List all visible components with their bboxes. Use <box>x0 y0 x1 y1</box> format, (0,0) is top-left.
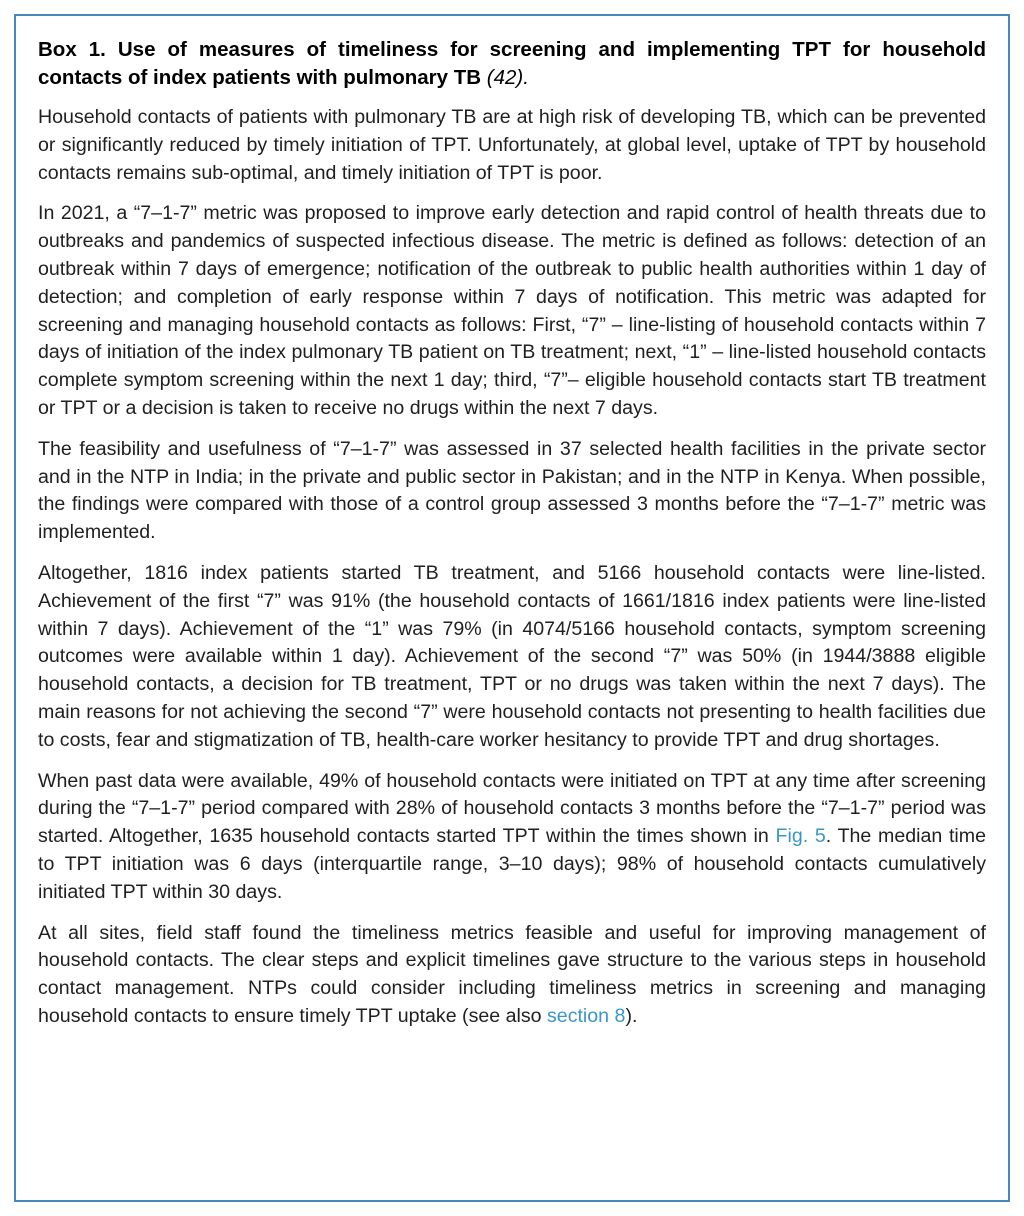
section-link[interactable]: section 8 <box>547 1004 626 1027</box>
paragraph-5-text-after: . The median time to TPT initiation was 6 days (interquartile range, 3–10 days); 98% of household contacts cumulatively initiated TPT within 30 days. <box>38 825 986 903</box>
text-box <box>14 14 1010 1202</box>
box-title <box>38 36 986 92</box>
paragraph-6-text-before: At all sites, field staff found the timeliness metrics feasible and useful for improving management of household contacts. The clear steps and explicit timelines gave structure to the various steps in household contact management. NTPs could consider including timeliness metrics in screening and managing household contacts to ensure timely TPT uptake (see also <box>38 921 986 1027</box>
reference-citation: (42). <box>486 66 529 89</box>
paragraph-3: The feasibility and usefulness of “7–1-7” was assessed in 37 selected health facilities in the private sector and in the NTP in India; in the private and public sector in Pakistan; and in the NTP in Kenya. When possible, the findings were compared with those of a control group assessed 3 months before the “7–1-7” metric was implemented. <box>38 437 986 544</box>
paragraph-4: Altogether, 1816 index patients started TB treatment, and 5166 household contacts were line-listed. Achievement of the first “7” was 91% (the household contacts of 1661/1816 index patients were line-listed within 7 days). Achievement of the “1” was 79% (in 4074/5166 household contacts, symptom screening outcomes were available within 1 day). Achievement of the second “7” was 50% (in 1944/3888 eligible household contacts, a decision for TB treatment, TPT or no drugs was taken within the next 7 days). The main reasons for not achieving the second “7” were household contacts not presenting to health facilities due to costs, fear and stigmatization of TB, health-care worker hesitancy to provide TPT and drug shortages. <box>38 561 986 751</box>
paragraph-1: Household contacts of patients with pulmonary TB are at high risk of developing TB, which can be prevented or significantly reduced by timely initiation of TPT. Unfortunately, at global level, uptake of TPT by household contacts remains sub-optimal, and timely initiation of TPT is poor. <box>38 106 986 184</box>
paragraph-5-text-before: When past data were available, 49% of household contacts were initiated on TPT at any time after screening during the “7–1-7” period compared with 28% of household contacts 3 months before the “7–1-7” period was started. Altogether, 1635 household contacts started TPT within the times shown in <box>38 769 986 848</box>
paragraph-6 <box>38 920 986 1031</box>
figure-link[interactable]: Fig. 5 <box>775 825 826 848</box>
paragraph-5 <box>38 768 986 907</box>
paragraph-2: In 2021, a “7–1-7” metric was proposed to improve early detection and rapid control of health threats due to outbreaks and pandemics of suspected infectious disease. The metric is defined as follows: detection of an outbreak within 7 days of emergence; notification of the outbreak to public health authorities within 1 day of detection; and completion of early response within 7 days of notification. This metric was adapted for screening and managing household contacts as follows: First, “7” – line-listing of household contacts within 7 days of initiation of the index pulmonary TB patient on TB treatment; next, “1” – line-listed household contacts complete symptom screening within the next 1 day; third, “7”– eligible household contacts start TB treatment or TPT or a decision is taken to receive no drugs within the next 7 days. <box>38 202 986 419</box>
paragraph-6-text-after: ). <box>625 1004 638 1027</box>
box-title-text: Box 1. Use of measures of timeliness for screening and implementing TPT for household contacts of index patients with pulmonary TB <box>38 38 986 89</box>
